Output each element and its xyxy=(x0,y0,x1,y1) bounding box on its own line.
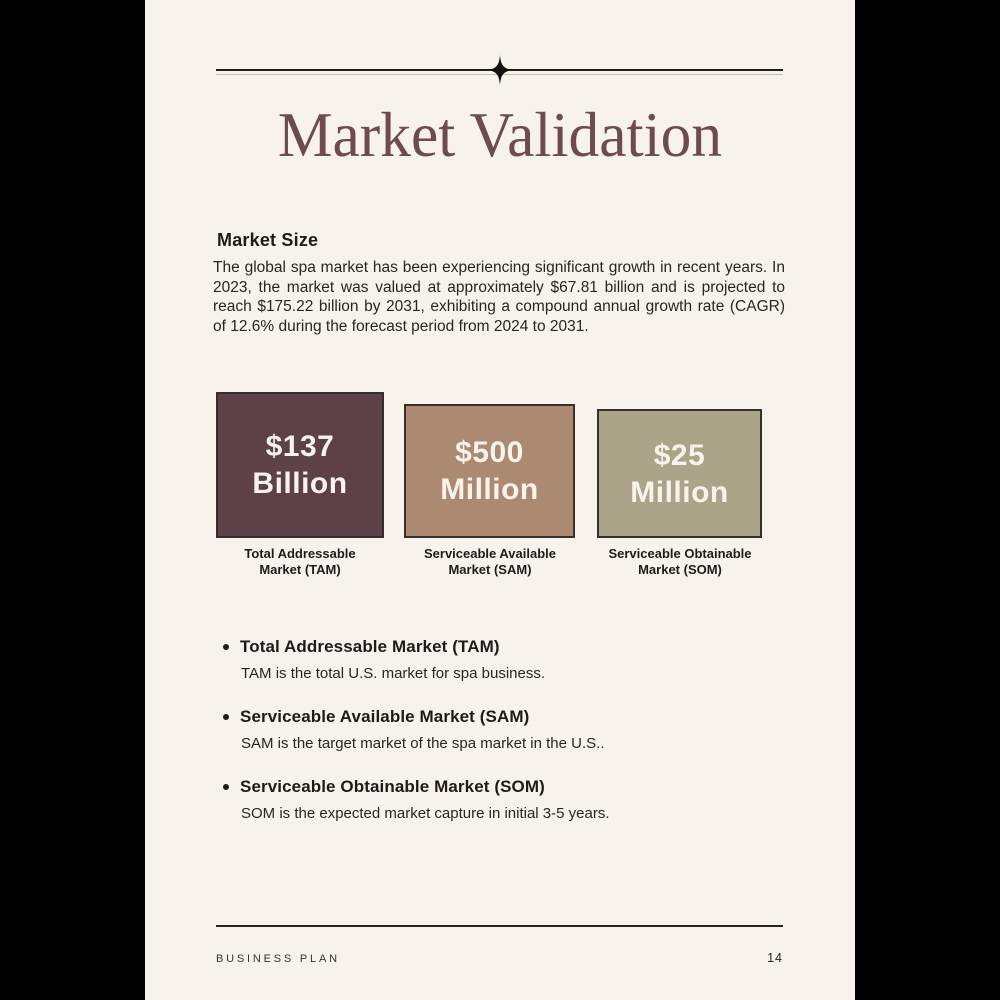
sam-unit: Million xyxy=(440,473,539,506)
definition-sam-term: Serviceable Available Market (SAM) xyxy=(240,707,530,726)
document-page xyxy=(145,0,855,1000)
sam-value-box xyxy=(404,404,575,538)
definition-tam-description: TAM is the total U.S. market for spa business. xyxy=(241,665,545,682)
market-size-heading: Market Size xyxy=(217,230,319,250)
som-box-label-line1: Serviceable Obtainable xyxy=(608,546,752,561)
tam-box-label xyxy=(190,546,410,578)
footer-document-label: BUSINESS PLAN xyxy=(216,953,340,965)
bullet-dot xyxy=(223,714,229,720)
footer-divider-line xyxy=(216,925,783,927)
definition-tam-term: Total Addressable Market (TAM) xyxy=(240,637,500,656)
tam-value-box xyxy=(216,392,384,538)
sparkle-icon xyxy=(488,54,512,86)
definition-som-heading xyxy=(223,777,763,797)
definition-som-term: Serviceable Obtainable Market (SOM) xyxy=(240,777,545,796)
sam-box-label-line1: Serviceable Available xyxy=(423,546,556,561)
tam-unit: Billion xyxy=(252,467,348,500)
som-value: $25 xyxy=(653,438,706,472)
tam-box-label-line2: Market (TAM) xyxy=(259,562,341,577)
definition-sam-heading xyxy=(223,707,763,727)
definition-som-description: SOM is the expected market capture in initial 3-5 years. xyxy=(241,805,610,822)
sam-value: $500 xyxy=(455,436,524,469)
definition-tam-heading xyxy=(223,637,763,657)
sam-box-label xyxy=(380,546,600,578)
som-unit: Million xyxy=(630,475,729,509)
footer-page-number: 14 xyxy=(767,951,783,965)
tam-value: $137 xyxy=(265,430,335,463)
som-box-label xyxy=(570,546,790,578)
tam-box-label-line1: Total Addressable xyxy=(244,546,356,561)
definition-tam xyxy=(223,637,763,682)
market-size-paragraph: The global spa market has been experiencing significant growth in recent years. In 2023, the market was valued at approximately $67.81 billion and is projected to reach $175.22 billion by 2031, exhibiting a compound annual growth rate (CAGR) of 12.6% during the forecast period from 2024 to 2031. xyxy=(213,259,785,336)
som-value-box xyxy=(597,409,762,538)
definition-sam xyxy=(223,707,763,752)
footer xyxy=(216,951,783,965)
page-title: Market Validation xyxy=(277,99,723,170)
definition-sam-description: SAM is the target market of the spa market in the U.S.. xyxy=(241,735,605,752)
som-box-label-line2: Market (SOM) xyxy=(638,562,722,577)
bullet-dot xyxy=(223,644,229,650)
sam-box-label-line2: Market (SAM) xyxy=(448,562,532,577)
bullet-dot xyxy=(223,784,229,790)
definition-som xyxy=(223,777,763,822)
